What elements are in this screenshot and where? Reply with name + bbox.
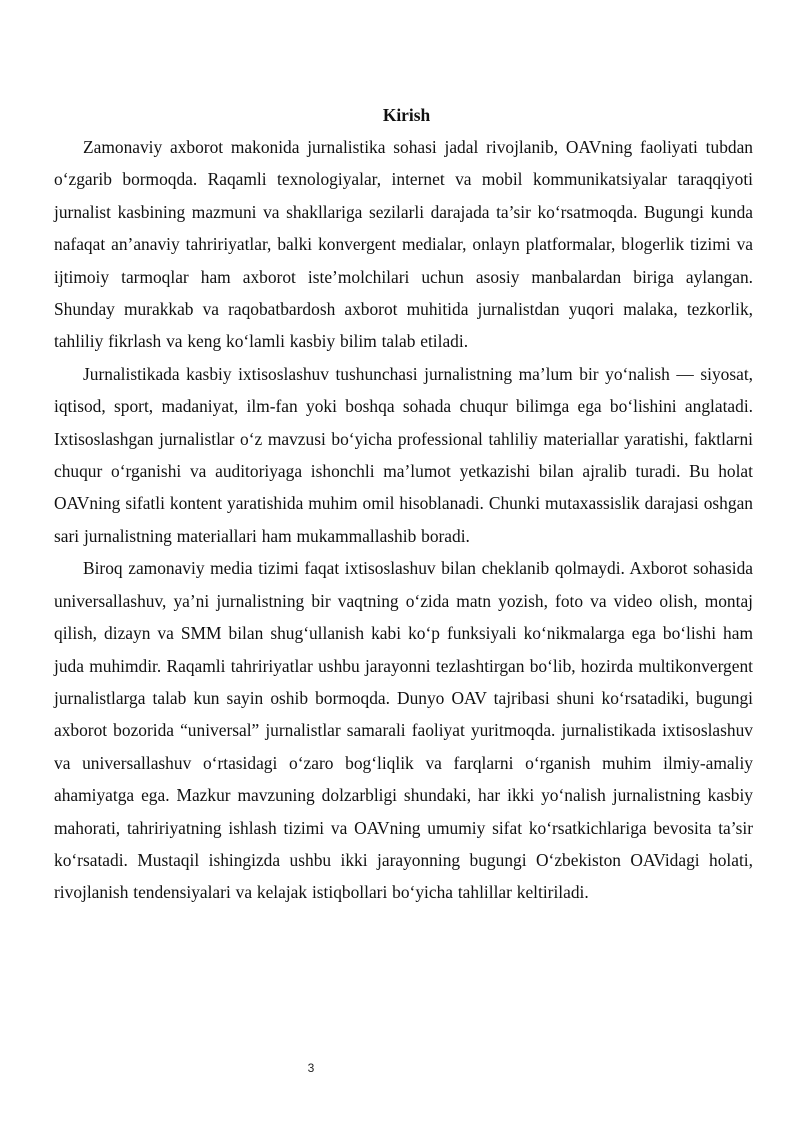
paragraph-1: Zamonaviy axborot makonida jurnalistika sohasi jadal rivojlanib, OAVning faoliyati tubdan o‘zgarib bormoqda. Raqamli texnologiyalar, internet va mobil kommunikatsiyalar taraqqiyoti jurnalist kasbining mazmuni va shakllariga sezilarli darajada ta’sir ko‘rsatmoqda. Bugungi kunda nafaqat an’anaviy tahririyatlar, balki konvergent medialar, onlayn platformalar, blogerlik tizimi va ijtimoiy tarmoqlar ham axborot iste’molchilari uchun asosiy manbalardan biriga aylangan. Shunday murakkab va raqobatbardosh axborot muhitida jurnalistdan yuqori malaka, tezkorlik, tahliliy fikrlash va keng ko‘lamli kasbiy bilim talab etiladi. [54, 137, 753, 352]
section-title: Kirish [382, 105, 431, 125]
paragraph-2: Jurnalistikada kasbiy ixtisoslashuv tushunchasi jurnalistning ma’lum bir yo‘nalish — siyosat, iqtisod, sport, madaniyat, ilm-fan yoki boshqa sohada chuqur bilimga ega bo‘lishini anglatadi. Ixtisoslashgan jurnalistlar o‘z mavzusi bo‘yicha professional tahliliy materiallar yaratishi, faktlarni chuqur o‘rganishi va auditoriyaga ishonchli ma’lumot yetkazishi bilan ajralib turadi. Bu holat OAVning sifatli kontent yaratishida muhim omil hisoblanadi. Chunki mutaxassislik darajasi oshgan sari jurnalistning materiallari ham mukammallashib boradi. [54, 363, 753, 546]
page-number: 3 [307, 1061, 315, 1075]
page-body [54, 99, 753, 909]
paragraph-3: Biroq zamonaviy media tizimi faqat ixtisoslashuv bilan cheklanib qolmaydi. Axborot sohasida universallashuv, ya’ni jurnalistning bir vaqtning o‘zida matn yozish, foto va video olish, montaj qilish, dizayn va SMM bilan shug‘ullanish kabi ko‘p funksiyali ko‘nikmalarga ega bo‘lishi ham juda muhimdir. Raqamli tahririyatlar ushbu jarayonni tezlashtirgan bo‘lib, hozirda multikonvergent jurnalistlarga talab kun sayin oshib bormoqda. Dunyo OAV tajribasi shuni ko‘rsatadiki, bugungi axborot bozorida “universal” jurnalistlar samarali faoliyat yuritmoqda. jurnalistikada ixtisoslashuv va universallashuv o‘rtasidagi o‘zaro bog‘liqlik va farqlarni o‘rganish muhim ilmiy-amaliy ahamiyatga ega. Mazkur mavzuning dolzarbligi shundaki, har ikki yo‘nalish jurnalistning kasbiy mahorati, tahririyatning ishlash tizimi va OAVning umumiy sifat ko‘rsatkichlariga bevosita ta’sir ko‘rsatadi. Mustaqil ishingizda ushbu ikki jarayonning bugungi O‘zbekiston OAVidagi holati, rivojlanish tendensiyalari va kelajak istiqbollari bo‘yicha tahlillar keltiriladi. [54, 558, 753, 903]
